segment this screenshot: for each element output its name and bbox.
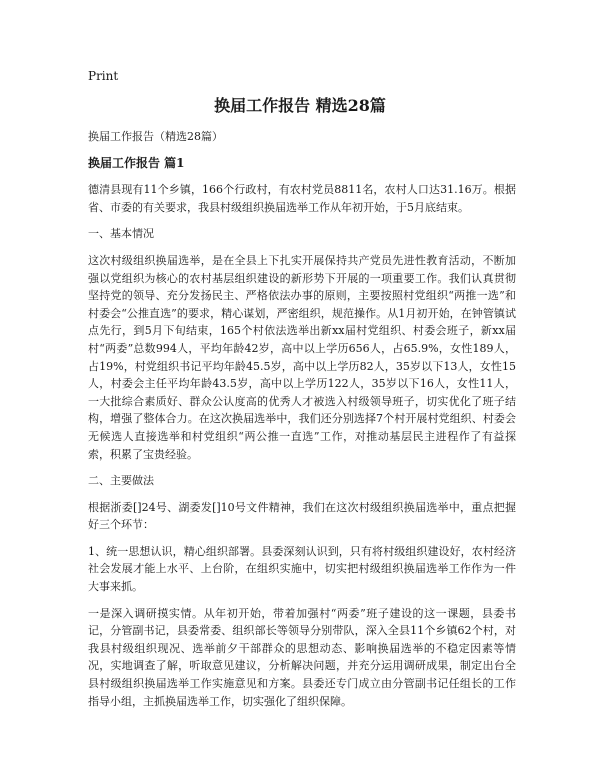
heading-basic-situation: 一、基本情况 [88, 227, 154, 241]
paragraph-point-one: 1、统一思想认识，精心组织部署。县委深刻认识到，只有将村级组织建设好，农村经济社会发展才能上水平、上台阶，在组织实施中，切实把村级组织换届选举工作作为一件大事来抓。 [88, 544, 516, 594]
heading-main-practices: 二、主要做法 [88, 474, 154, 488]
document-body [88, 128, 516, 719]
print-link[interactable]: Print [88, 69, 119, 83]
section-heading: 换届工作报告 篇1 [88, 155, 185, 170]
page-title: 换届工作报告 精选28篇 [214, 96, 386, 115]
paragraph-basic-situation: 这次村级组织换届选举，是在全县上下扎实开展保持共产党员先进性教育活动，不断加强以党组织为核心的农村基层组织建设的新形势下开展的一项重要工作。我们认真贯彻坚持党的领导、充分发扬民主、严格依法办事的原则，主要按照村党组织“两推一选”和村委会“公推直选”的要求，精心谋划，严密组织，规范操作。从1月初开始，在钟管镇试点先行，到5月下旬结束，165个村依法选举出新xx届村党组织、村委会班子，新xx届村“两委”总数994人，平均年龄42岁，高中以上学历656人，占65.9%，女性189人，占19%，村党组织书记平均年龄45.5岁，高中以上学历82人，35岁以下13人，女性15人，村委会主任平均年龄43.5岁，高中以上学历122人，35岁以下16人，女性11人，一大批综合素质好、群众公认度高的优秀人才被选入村级领导班子，切实优化了班子结构，增强了整体合力。在这次换届选举中，我们还分别选择7个村开展村党组织、村委会无候选人直接选举和村党组织“两公推一直选”工作，对推动基层民主进程作了有益探索，积累了宝贵经验。 [88, 253, 516, 461]
paragraph-intro: 德清县现有11个乡镇，166个行政村，有农村党员8811名，农村人口达31.16万。根据省、市委的有关要求，我县村级组织换届选举工作从年初开始，于5月底结束。 [88, 183, 516, 214]
document-subtitle: 换届工作报告（精选28篇） [88, 130, 223, 143]
paragraph-documents: 根据浙委[]24号、湖委发[]10号文件精神，我们在这次村级组织换届选举中，重点把握好三个环节： [88, 500, 516, 532]
paragraph-research: 一是深入调研摸实情。从年初开始，带着加强村“两委”班子建设的这一课题，县委书记，分管副书记，县委常委、组织部长等领导分别带队，深入全县11个乡镇62个村，对我县村级组织现况、选举前夕干部群众的思想动态、影响换届选举的不稳定因素等情况，实地调查了解，听取意见建议，分析解决问题，并充分运用调研成果，制定出台全县村级组织换届选举工作实施意见和方案。县委还专门成立由分管副书记任组长的工作指导小组，主抓换届选举工作，切实强化了组织保障。 [88, 606, 516, 708]
